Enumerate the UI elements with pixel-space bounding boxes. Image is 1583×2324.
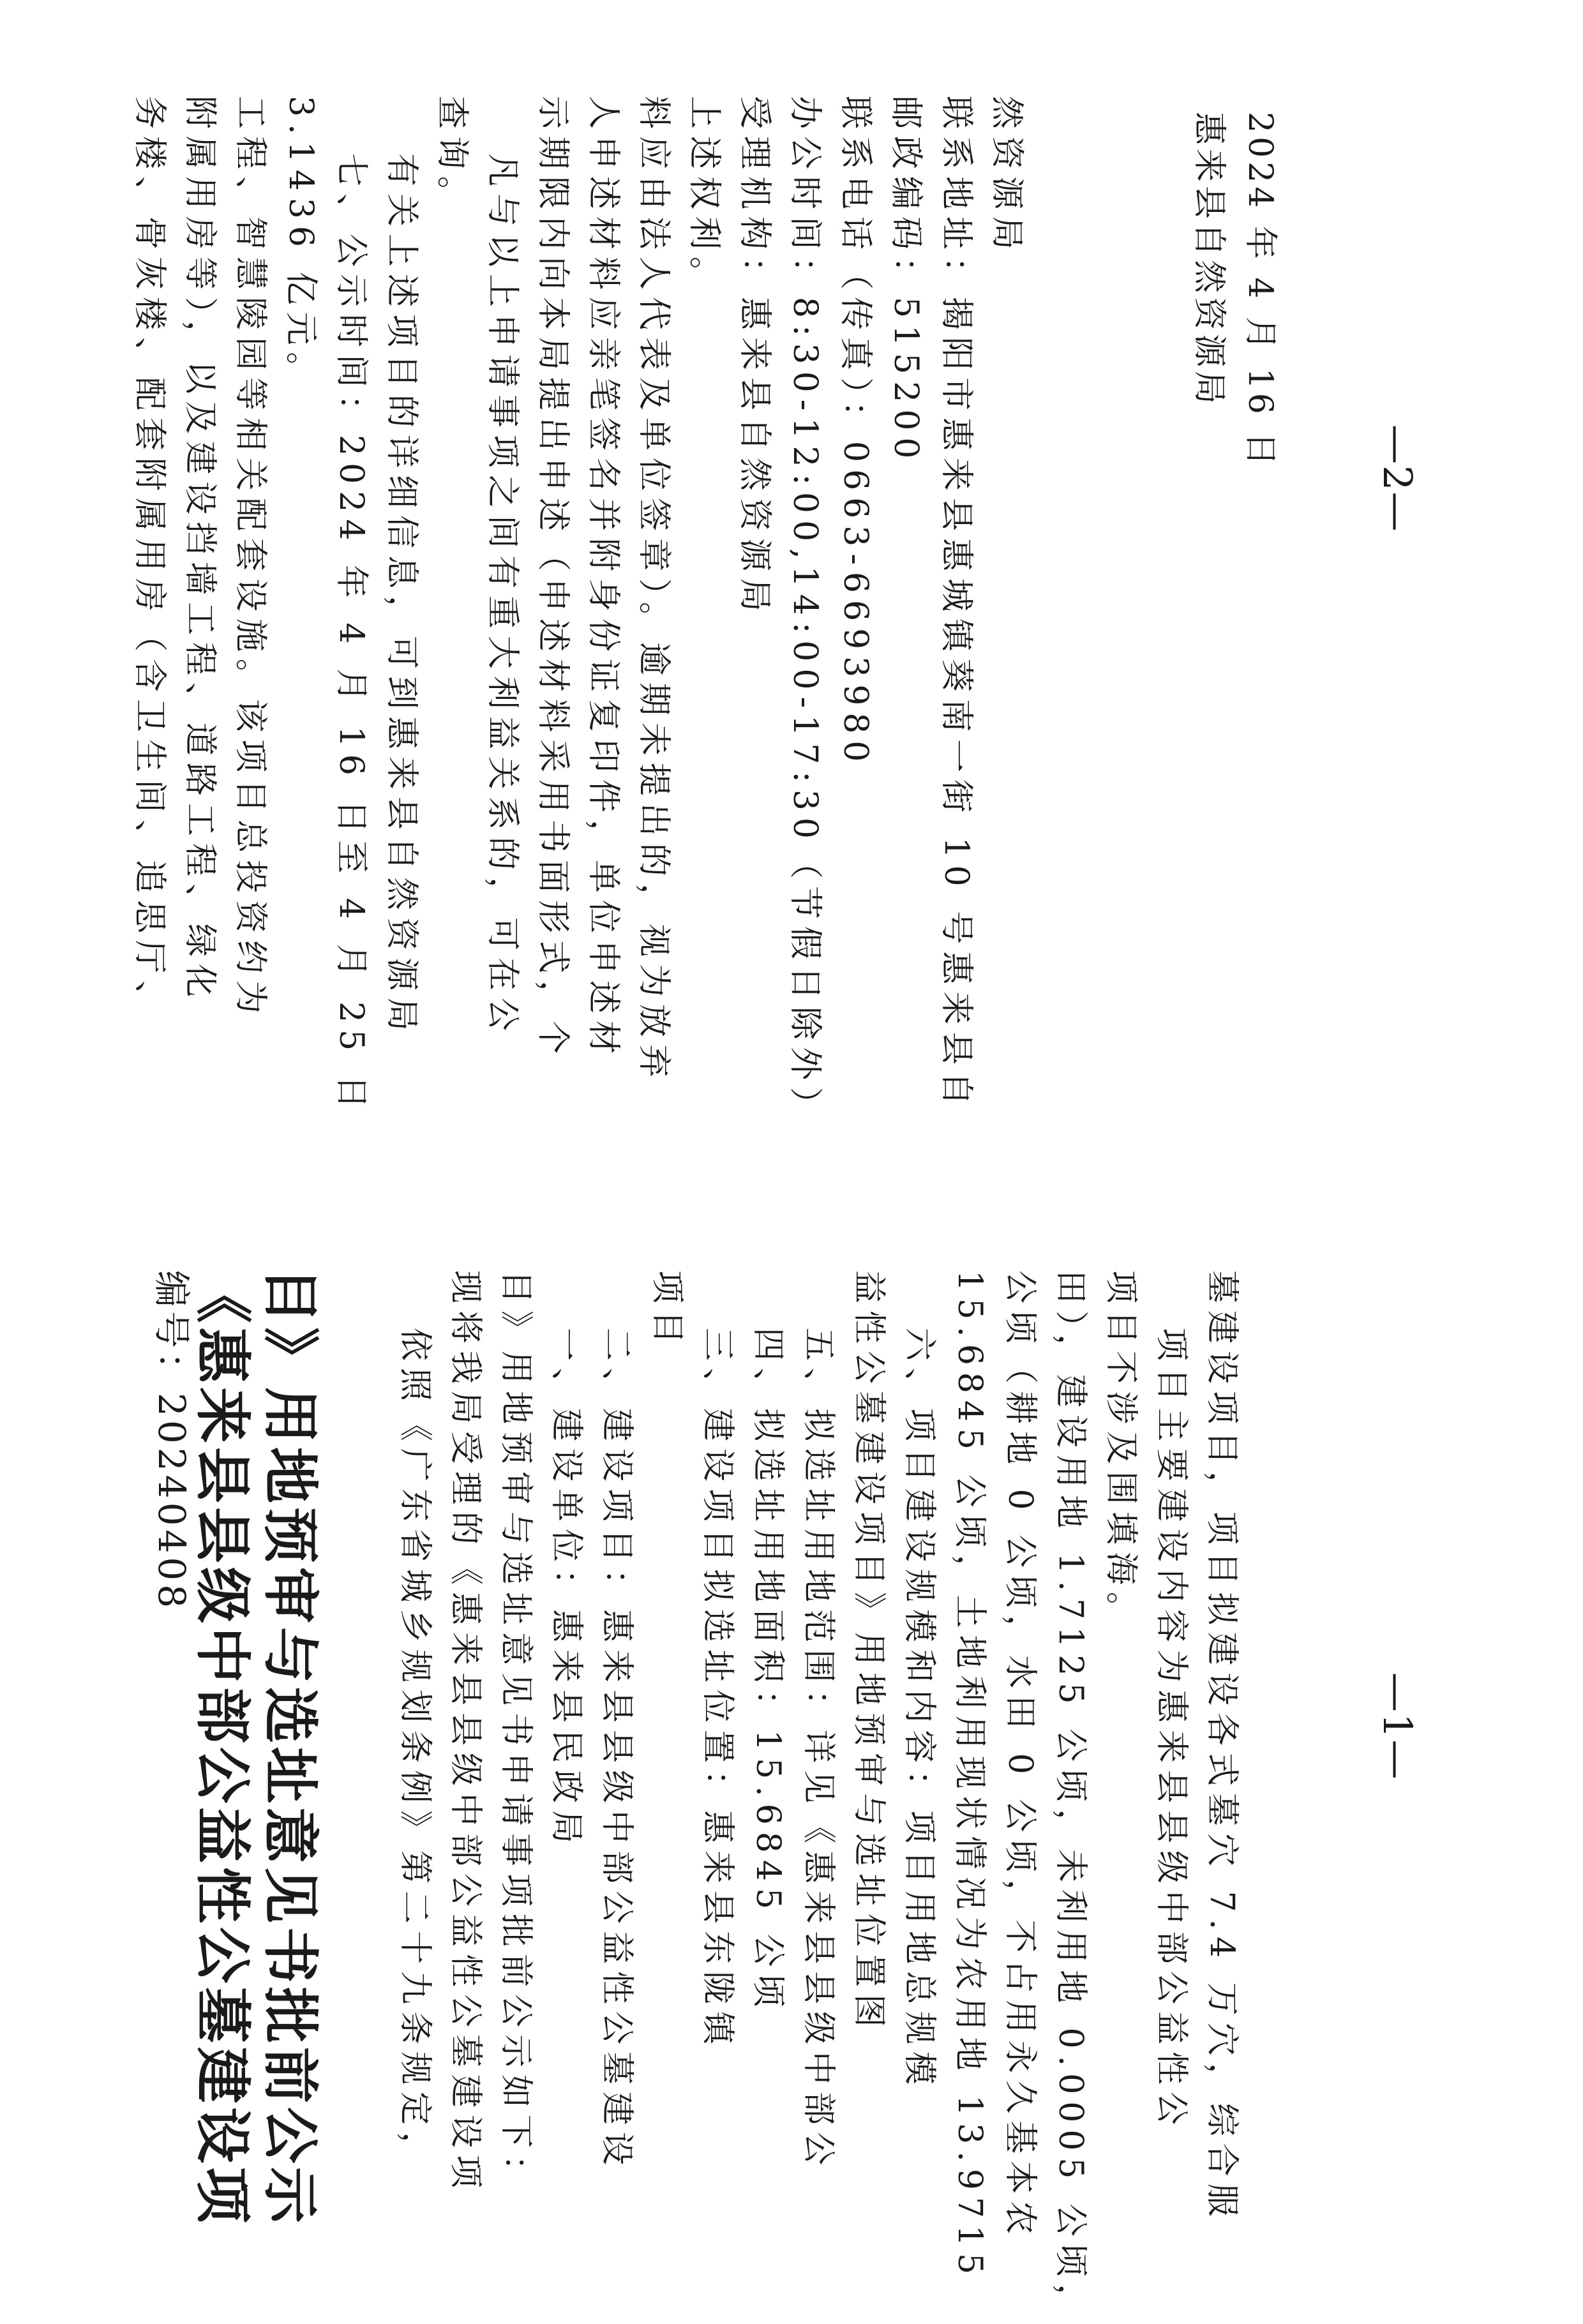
body-line: 示期限内向本局提出申述（申述材料采用书面形式，个 xyxy=(534,96,572,1061)
body-line: 现将我局受理的《惠来县县级中部公益性公墓建设项 xyxy=(446,1270,484,2196)
body-line: 墓建设项目，项目拟建设各式墓穴 7.4 万穴，综合服 xyxy=(1203,1270,1241,2224)
body-line: 工程、智慧陵园等相关配套设施。该项目总投资约为 xyxy=(231,96,269,1021)
body-line: 项目主要建设内容为惠来县县级中部公益性公 xyxy=(1152,1328,1190,2133)
body-line: 人申述材料应亲笔签名并附身份证复印件，单位申述材 xyxy=(584,96,622,1061)
body-line: 联系地址：揭阳市惠来县惠城镇葵南一街 10 号惠来县自 xyxy=(937,96,975,1113)
body-line: 15.6845 公顷，土地利用现状情况为农用地 13.9715 xyxy=(950,1270,989,2282)
signature-date: 2024 年 4 月 16 日 xyxy=(1241,112,1279,470)
body-line: 3.1436 亿元。 xyxy=(281,96,320,393)
body-line: 五、拟选址用地范围：详见《惠来县县级中部公 xyxy=(799,1328,837,2173)
body-line: 附属用房等），以及建设挡墙工程、道路工程、绿化 xyxy=(181,96,219,1005)
body-line: 查询。 xyxy=(433,96,471,217)
body-line: 公顷（耕地 0 公顷，水田 0 公顷，不占用永久基本农 xyxy=(1001,1270,1039,2242)
body-line: 办公时间：8:30-12:00,14:00-17:30（节假日除外） xyxy=(786,96,824,1128)
body-line: 目》用地预审与选址意见书申请事项批前公示如下： xyxy=(497,1270,535,2196)
body-line: 四、拟选址用地面积：15.6845 公顷 xyxy=(749,1328,787,2014)
body-line: 然资源局 xyxy=(987,96,1026,257)
document-number: 编号：20240408 xyxy=(150,1270,193,1612)
body-line: 有关上述项目的详细信息，可到惠来县自然资源局 xyxy=(382,153,421,1038)
body-line: 上述权利。 xyxy=(685,96,723,297)
body-line: 益性公墓建设项目》用地预审与选址位置图 xyxy=(850,1270,888,2035)
body-line: 二、建设项目：惠来县县级中部公益性公墓建设 xyxy=(597,1328,636,2173)
body-line: 六、项目建设规模和内容：项目用地总规模 xyxy=(900,1328,938,2092)
body-line: 依照《广东省城乡规划条例》第二十九条规定， xyxy=(396,1328,434,2173)
body-line: 项目不涉及围填海。 xyxy=(1102,1270,1140,1633)
page-title-line-2: 目》用地预审与选址意见书批前公示 xyxy=(257,1267,323,2228)
body-line: 凡与以上申请事项之间有重大利益关系的，可在公 xyxy=(483,153,521,1038)
page-number: —1— xyxy=(1374,1672,1421,1781)
body-line: 一、建设单位：惠来县民政局 xyxy=(547,1328,585,1851)
body-line: 田），建设用地 1.7125 公顷，未利用地 0.0005 公顷， xyxy=(1051,1270,1090,2324)
body-line: 料应由法人代表及单位签章）。逾期未提出的，视为放弃 xyxy=(634,96,673,1085)
body-line: 受理机构：惠来县自然资源局 xyxy=(735,96,774,619)
body-line: 七、公示时间：2024 年 4 月 16 日至 4 月 25 日 xyxy=(332,153,370,1116)
page-number: —2— xyxy=(1374,424,1421,533)
body-line: 项目 xyxy=(648,1270,686,1351)
body-line: 务楼、骨灰楼、配套附属用房（含卫生间、追思厅、 xyxy=(130,96,169,1021)
body-line: 联系电话（传真）：0663-6693980 xyxy=(836,96,874,769)
page-title-line-1: 《惠来县县级中部公益性公墓建设项 xyxy=(190,1267,255,2228)
body-line: 邮政编码：515200 xyxy=(887,96,925,466)
body-line: 三、建设项目拟选址位置：惠来县东陇镇 xyxy=(698,1328,737,2052)
signature-organization: 惠来县自然资源局 xyxy=(1190,112,1228,409)
